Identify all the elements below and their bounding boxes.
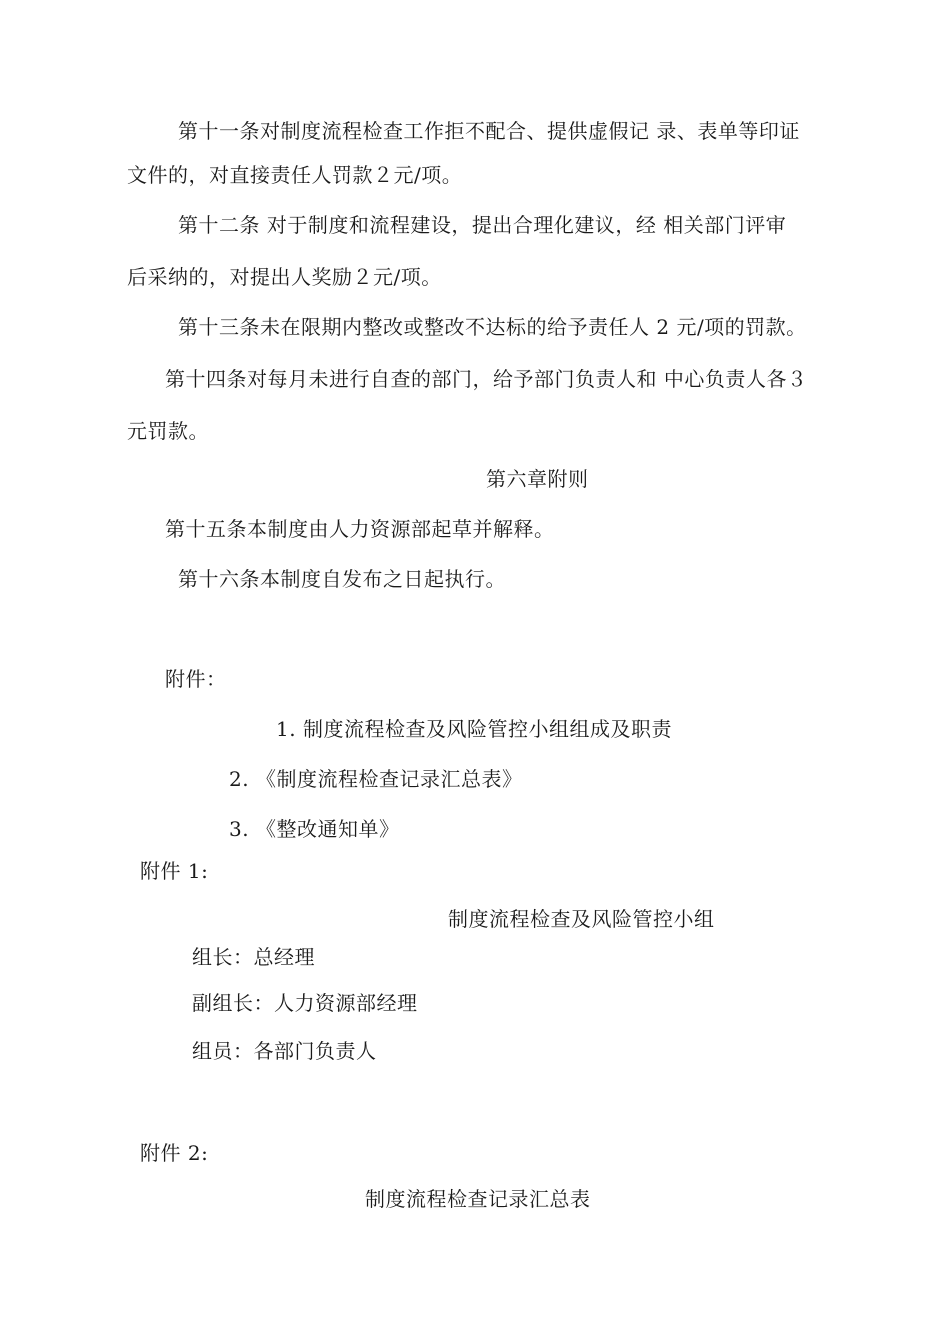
article-14-line-1: 第十四条对每月未进行自查的部门，给予部门负责人和 中心负责人各３ [165,367,808,391]
attachments-label: 附件： [165,667,227,691]
attachment-2-label: 附件 2: [140,1141,209,1165]
group-leader: 组长：总经理 [192,945,315,969]
group-deputy-leader: 副组长：人力资源部经理 [192,991,418,1015]
attachment-list-item-1: 1. 制度流程检查及风险管控小组组成及职责 [276,717,672,741]
article-14-line-2: 元罚款。 [127,419,209,443]
article-11-line-1: 第十一条对制度流程检查工作拒不配合、提供虚假记 录、表单等印证 [178,119,800,143]
article-15: 第十五条本制度由人力资源部起草并解释。 [165,517,555,541]
chapter-6-title: 第六章附则 [486,467,589,491]
attachment-list-item-3: 3. 《整改通知单》 [229,817,400,841]
article-16: 第十六条本制度自发布之日起执行。 [178,567,506,591]
article-12-line-2: 后采纳的，对提出人奖励２元/项。 [127,265,442,289]
attachment-1-label: 附件 1: [140,859,209,883]
group-members: 组员：各部门负责人 [192,1039,377,1063]
attachment-2-title: 制度流程检查记录汇总表 [365,1187,591,1211]
article-13: 第十三条未在限期内整改或整改不达标的给予责任人 2 元/项的罚款。 [178,315,807,339]
article-12-line-1: 第十二条 对于制度和流程建设，提出合理化建议，经 相关部门评审 [178,213,787,237]
attachment-list-item-2: 2. 《制度流程检查记录汇总表》 [229,767,523,791]
article-11-line-2: 文件的，对直接责任人罚款２元/项。 [127,163,463,187]
attachment-1-title: 制度流程检查及风险管控小组 [448,907,715,931]
